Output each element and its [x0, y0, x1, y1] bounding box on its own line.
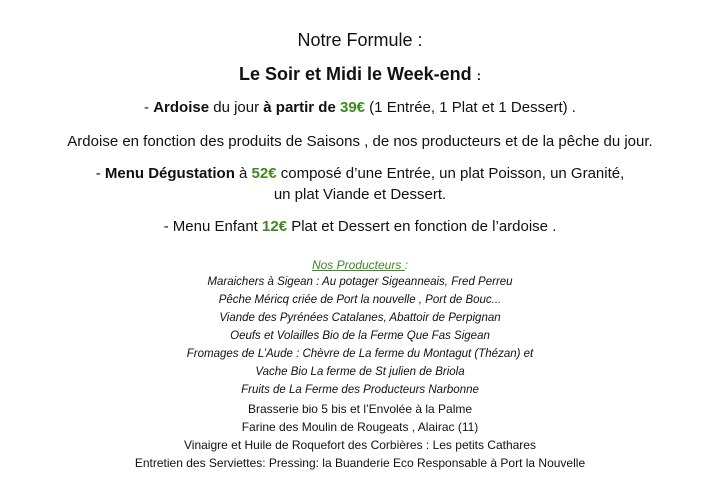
- producteurs-heading: [0, 258, 720, 272]
- ardoise-name: Ardoise: [153, 99, 210, 116]
- degustation-dash: -: [95, 165, 105, 182]
- enfant-text1: - Menu Enfant: [163, 218, 263, 235]
- degustation-text1: à: [234, 165, 252, 182]
- service-times-colon: :: [476, 68, 482, 83]
- producteur-line: Fruits de La Ferme des Producteurs Narbonne: [241, 384, 479, 396]
- degustation-name: Menu Dégustation: [104, 165, 235, 182]
- producteurs-heading-colon: :: [404, 258, 409, 272]
- producteur-line: Farine des Moulin de Rougeats , Alairac (11): [241, 420, 479, 434]
- enfant-price: 12€: [262, 218, 288, 235]
- producteur-line: Fromages de L’Aude : Chèvre de La ferme du Montagut (Thézan) et: [186, 348, 534, 360]
- producteur-line: Viande des Pyrénées Catalanes, Abattoir de Perpignan: [219, 312, 501, 324]
- producteurs-heading-text: Nos Producteurs: [311, 258, 405, 272]
- ardoise-offer: [0, 99, 720, 116]
- ardoise-dash: -: [144, 99, 154, 116]
- service-times-text: Le Soir et Midi le Week-end: [238, 64, 472, 84]
- ardoise-text1: du jour: [209, 99, 264, 116]
- enfant-offer: [0, 218, 720, 235]
- ardoise-price: 39€: [339, 99, 366, 116]
- page-title: Notre Formule :: [297, 30, 423, 50]
- ardoise-note: Ardoise en fonction des produits de Saisons , de nos producteurs et de la pêche du jour.: [67, 133, 653, 150]
- ardoise-from: à partir de: [263, 99, 336, 116]
- producteur-line: Pêche Méricq criée de Port la nouvelle , Port de Bouc...: [218, 294, 502, 306]
- enfant-text2: Plat et Dessert en fonction de l’ardoise .: [287, 218, 557, 235]
- producteur-line: Maraichers à Sigean : Au potager Sigeanneais, Fred Perreu: [207, 276, 513, 288]
- degustation-offer-line2: un plat Viande et Dessert.: [273, 186, 447, 203]
- producteur-line: Brasserie bio 5 bis et l’Envolée à la Palme: [247, 402, 473, 416]
- degustation-price: 52€: [251, 165, 277, 182]
- ardoise-text2: (1 Entrée, 1 Plat et 1 Dessert) .: [365, 99, 576, 116]
- service-times-heading: [0, 64, 720, 85]
- producteur-line: Vache Bio La ferme de St julien de Briola: [255, 366, 465, 378]
- degustation-text2: composé d’une Entrée, un plat Poisson, un Granité,: [276, 165, 625, 182]
- producteur-line: Entretien des Serviettes: Pressing: la Buanderie Eco Responsable à Port la Nouvelle: [134, 456, 586, 470]
- producteur-line: Oeufs et Volailles Bio de la Ferme Que Fas Sigean: [230, 330, 490, 342]
- degustation-offer: [0, 165, 720, 182]
- producteur-line: Vinaigre et Huile de Roquefort des Corbières : Les petits Cathares: [184, 438, 536, 452]
